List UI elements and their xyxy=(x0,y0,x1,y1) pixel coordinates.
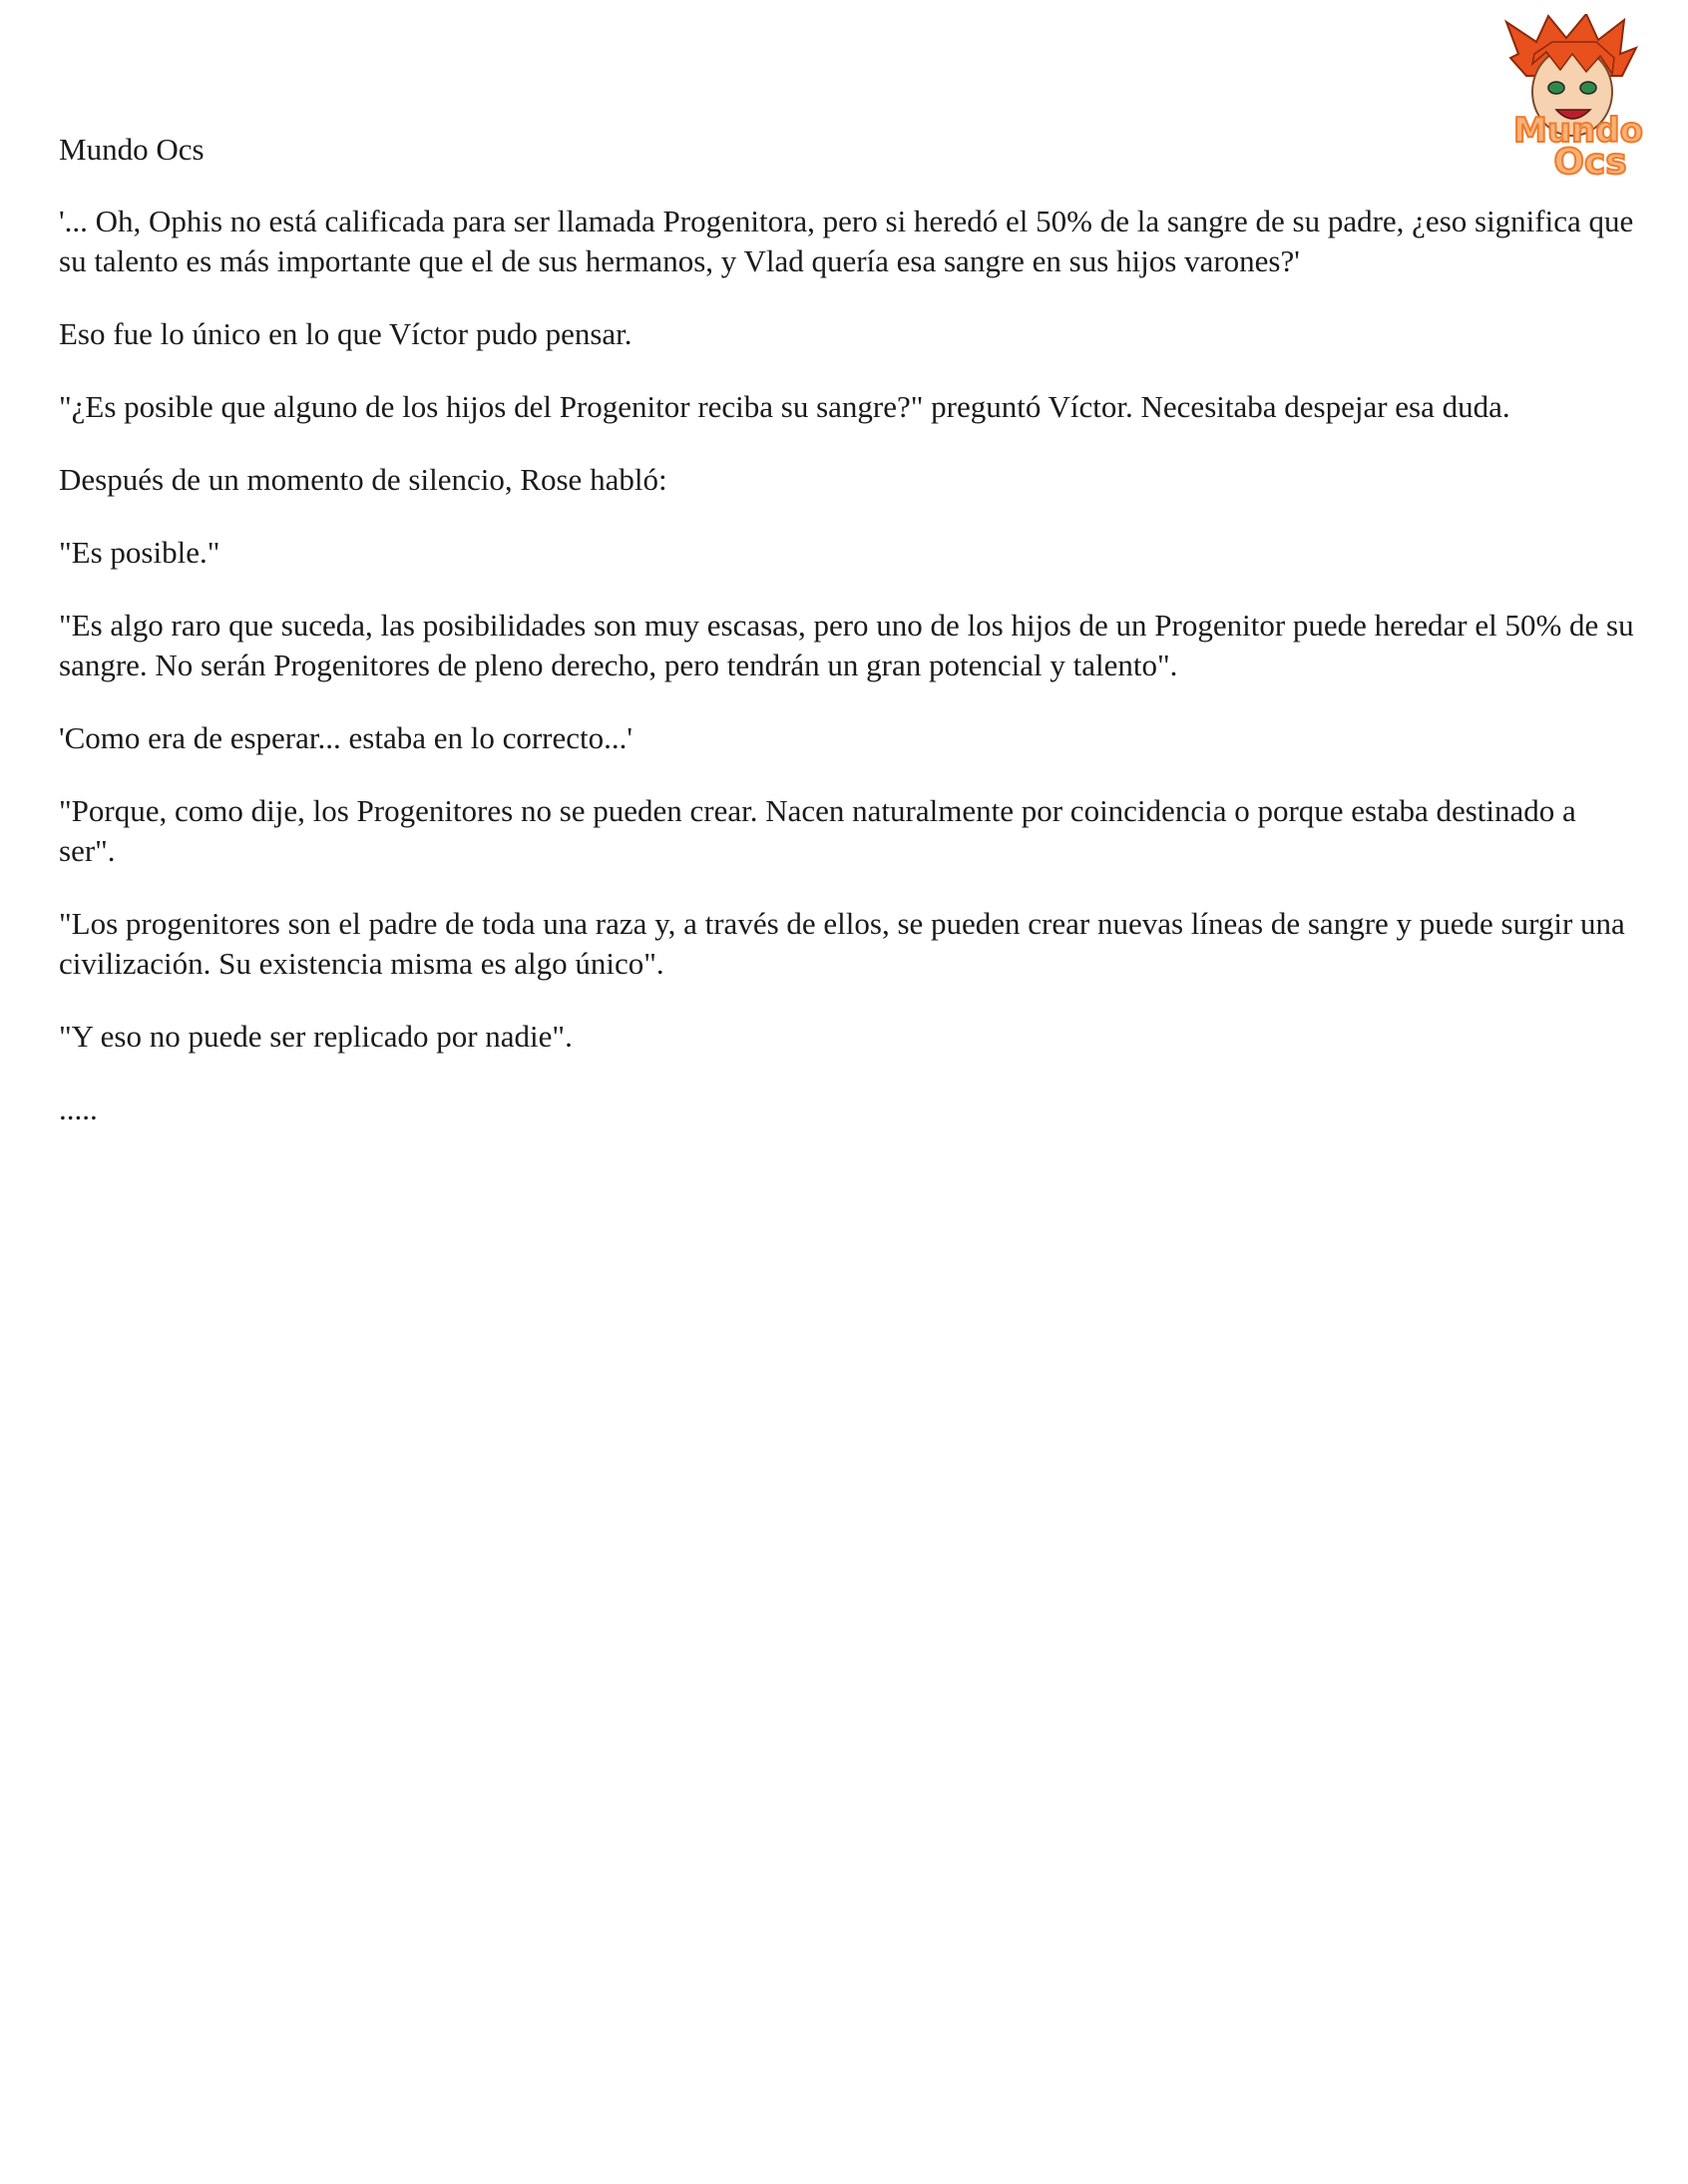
logo-text-mundo: Mundo xyxy=(1513,111,1643,151)
paragraph: "Y eso no puede ser replicado por nadie". xyxy=(59,1019,573,1054)
logo-text-ocs: Ocs xyxy=(1553,142,1627,179)
paragraph: "Porque, como dije, los Progenitores no se pueden crear. Nacen naturalmente por coincidencia o porque estaba destinado a ser". xyxy=(59,793,1576,868)
paragraph: Eso fue lo único en lo que Víctor pudo pensar. xyxy=(59,316,633,351)
paragraph: Después de un momento de silencio, Rose habló: xyxy=(59,462,667,497)
paragraph: "Los progenitores son el padre de toda una raza y, a través de ellos, se pueden crear nuevas líneas de sangre y puede surgir una civilización. Su existencia misma es algo único". xyxy=(59,906,1625,981)
document-body xyxy=(59,130,1635,1162)
paragraph: "Es posible." xyxy=(59,535,220,570)
paragraph: 'Como era de esperar... estaba en lo correcto...' xyxy=(59,720,633,755)
paragraph: "¿Es posible que alguno de los hijos del Progenitor reciba su sangre?" preguntó Víctor. Necesitaba despejar esa duda. xyxy=(59,389,1510,424)
site-name: Mundo Ocs xyxy=(59,132,205,167)
paragraph: "Es algo raro que suceda, las posibilidades son muy escasas, pero uno de los hijos de un Progenitor puede heredar el 50% de su sangre. No serán Progenitores de pleno derecho, pero tendrán un gran potencial y talento". xyxy=(59,608,1634,682)
ellipsis-line: ..... xyxy=(59,1092,98,1126)
logo-eye-left xyxy=(1548,82,1564,94)
paragraph: '... Oh, Ophis no está calificada para ser llamada Progenitora, pero si heredó el 50% de la sangre de su padre, ¿eso significa que su talento es más importante que el de sus hermanos, y Vlad quería esa sangre en sus hijos varones?' xyxy=(59,204,1634,278)
logo-eye-right xyxy=(1580,82,1596,94)
